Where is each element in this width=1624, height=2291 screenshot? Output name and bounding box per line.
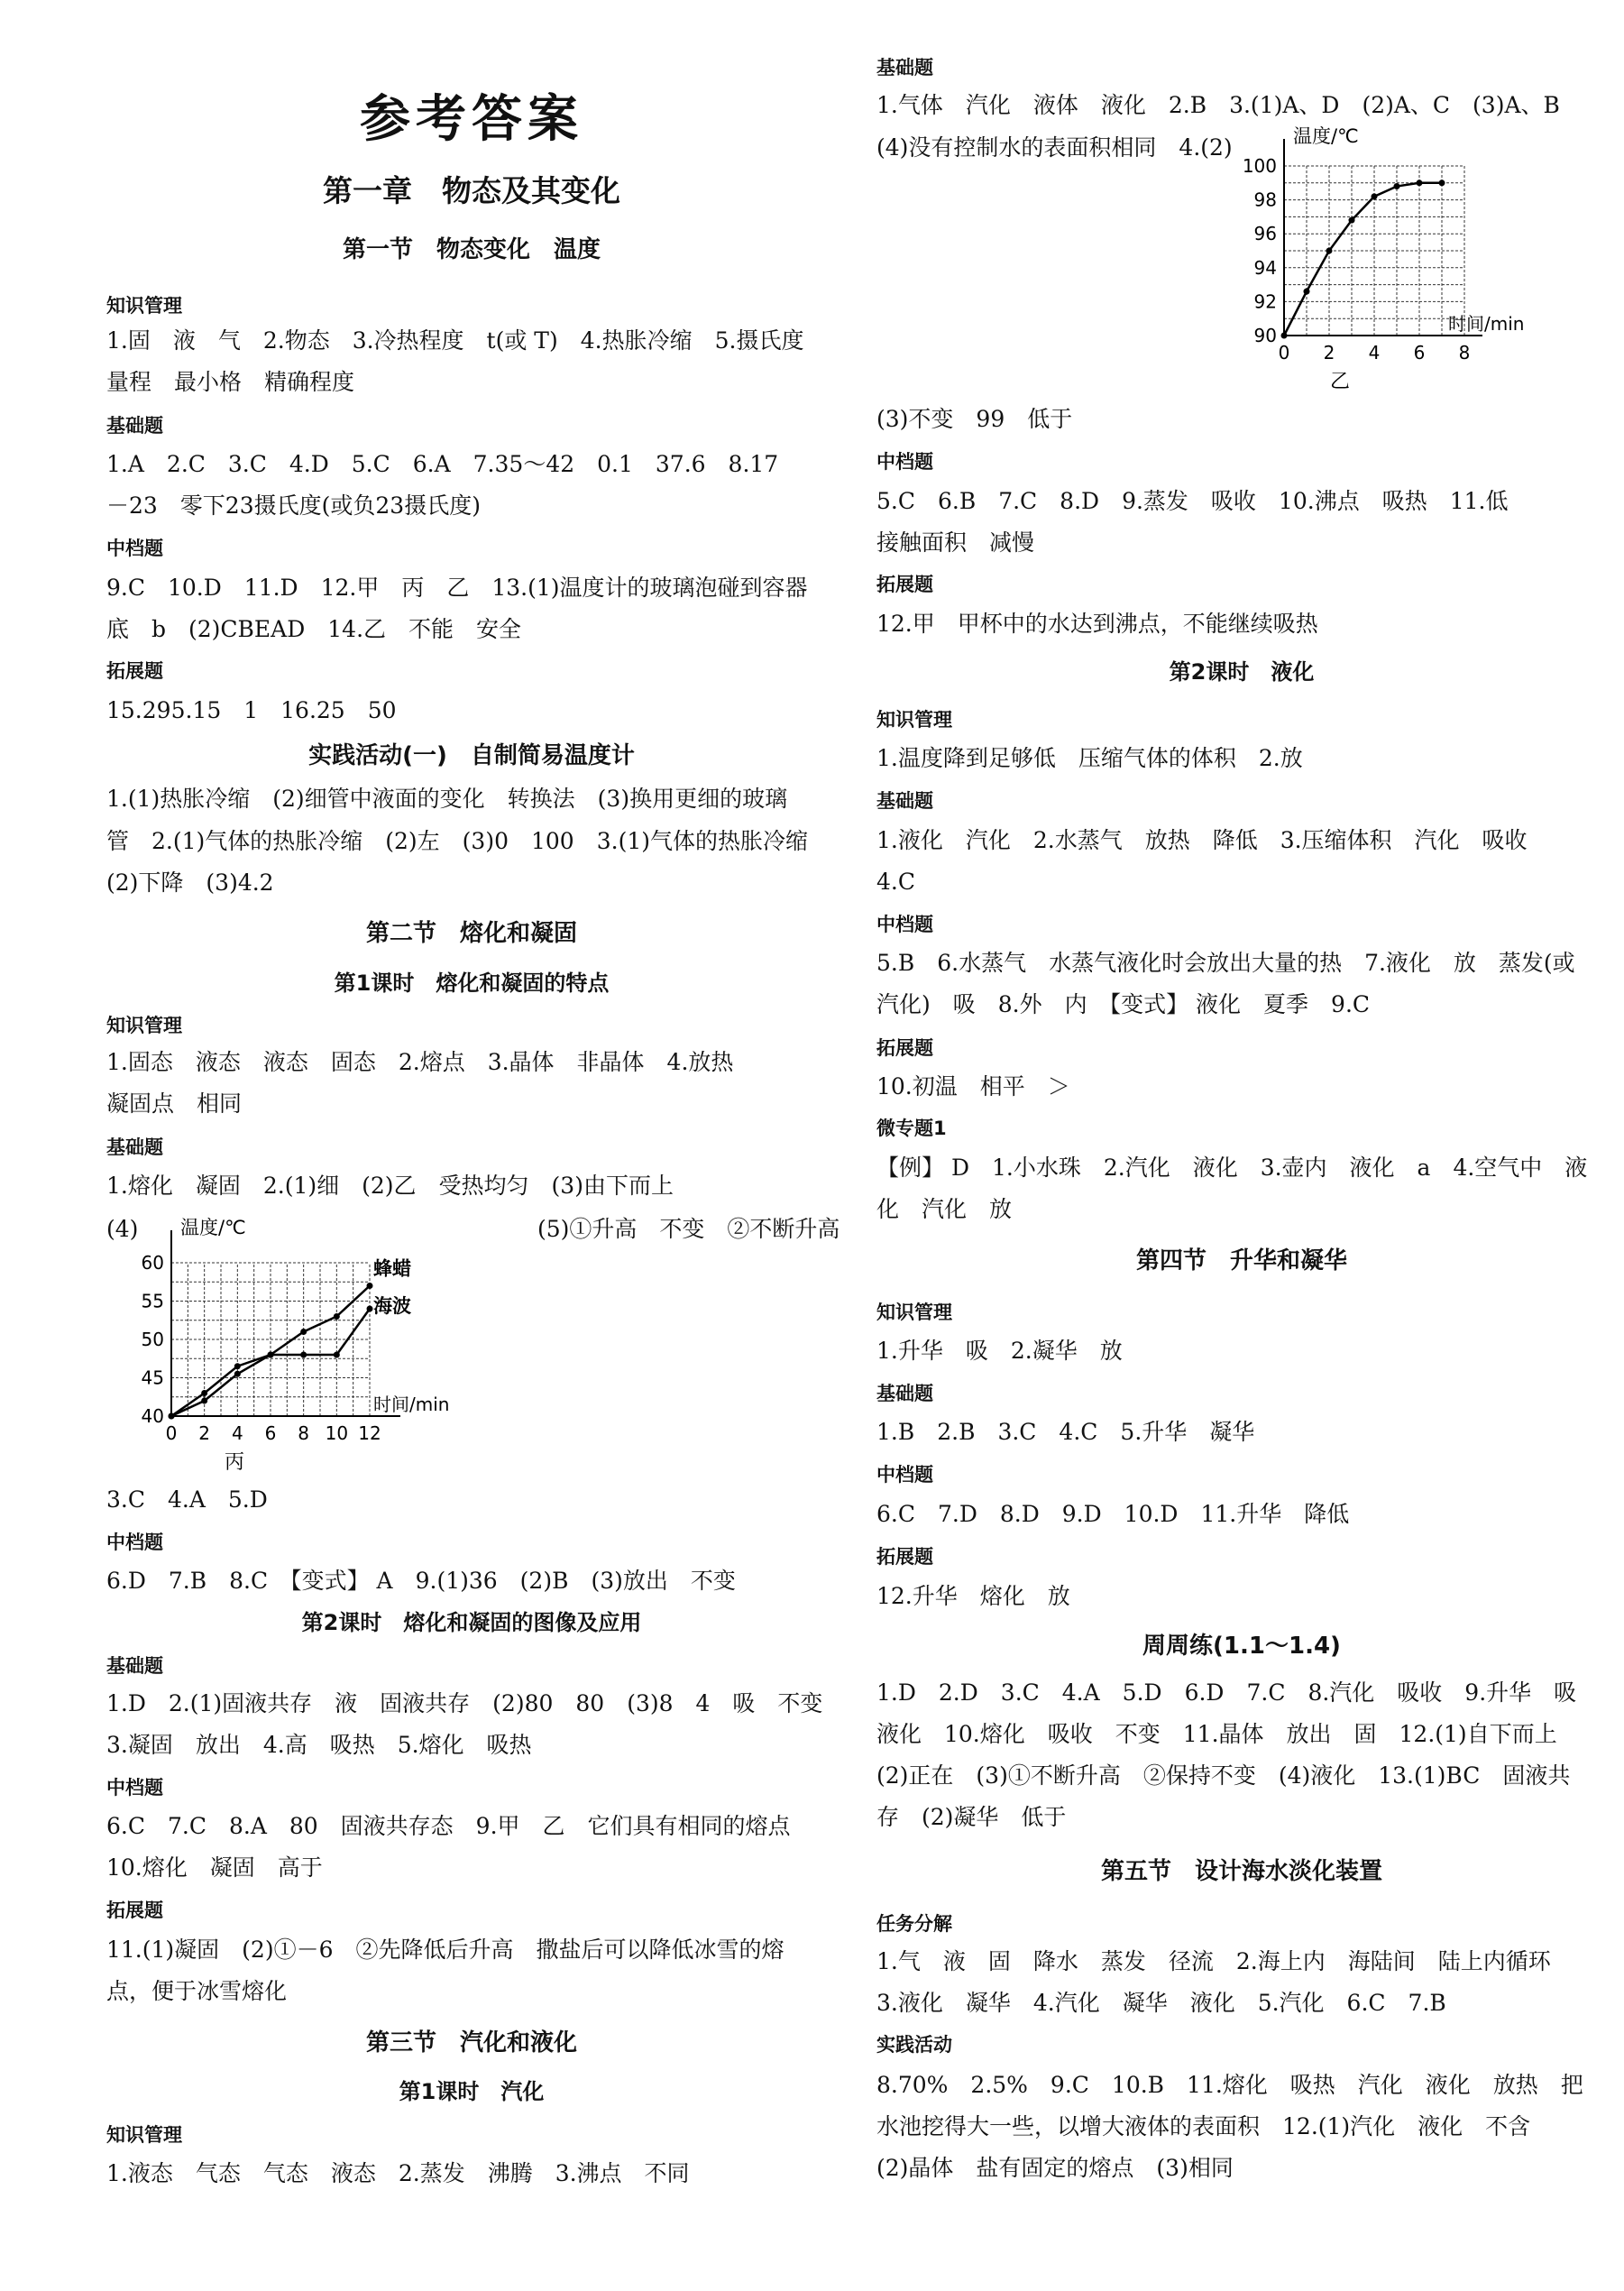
y-axis-label: 温度/℃: [180, 1217, 246, 1238]
data-point: [268, 1352, 274, 1358]
s2-basic-label-2: 基础题: [106, 1655, 163, 1677]
data-point: [300, 1352, 307, 1358]
s4-extension-label: 拓展题: [876, 1546, 933, 1568]
data-point: [1304, 289, 1310, 295]
s2-extension-label: 拓展题: [106, 1900, 163, 1921]
x-tick-label: 8: [298, 1422, 310, 1444]
q4-label: (4): [106, 1216, 139, 1242]
answer-line: 液化 10.熔化 吸收 不变 11.晶体 放出 固 12.(1)自下而上: [876, 1721, 1557, 1747]
series-line: [1284, 183, 1442, 336]
answer-line: 1.固 液 气 2.物态 3.冷热程度 t(或 T) 4.热胀冷缩 5.摄氏度: [106, 327, 804, 354]
s2-medium-label: 中档题: [106, 1532, 163, 1553]
x-tick-label: 4: [1368, 342, 1381, 363]
data-point: [367, 1306, 373, 1312]
x-tick-label: 8: [1458, 342, 1471, 363]
r-knowledge-label: 知识管理: [876, 709, 952, 731]
answer-line: 10.熔化 凝固 高于: [106, 1854, 323, 1881]
y-tick-label: 40: [141, 1405, 164, 1427]
s1-basic-label: 基础题: [106, 415, 163, 437]
weekly-heading: 周周练(1.1～1.4): [1142, 1633, 1341, 1660]
s1-medium-label: 中档题: [106, 538, 163, 559]
answer-line: 1.熔化 凝固 2.(1)细 (2)乙 受热均匀 (3)由下而上: [106, 1173, 674, 1199]
answer-line: 5.C 6.B 7.C 8.D 9.蒸发 吸收 10.沸点 吸热 11.低: [876, 488, 1509, 514]
answer-line: (3)不变 99 低于: [876, 406, 1073, 432]
x-axis-label: 时间/min: [373, 1394, 450, 1415]
answer-line: 3.液化 凝华 4.汽化 凝华 液化 5.汽化 6.C 7.B: [876, 1990, 1446, 2016]
r-extension-label: 拓展题: [876, 574, 933, 595]
answer-line: 6.D 7.B 8.C 【变式】 A 9.(1)36 (2)B (3)放出 不变: [106, 1568, 736, 1594]
y-axis-label: 温度/℃: [1293, 125, 1359, 147]
section5-heading: 第五节 设计海水淡化装置: [1100, 1858, 1382, 1885]
answer-line: 15.295.15 1 16.25 50: [106, 697, 397, 723]
chart-caption: 丙: [224, 1451, 245, 1474]
answer-line: 6.C 7.D 8.D 9.D 10.D 11.升华 降低: [876, 1501, 1350, 1527]
s3-knowledge-label: 知识管理: [106, 2124, 182, 2146]
data-point: [300, 1329, 307, 1335]
y-tick-label: 98: [1253, 189, 1277, 211]
r-medium-label: 中档题: [876, 451, 933, 473]
answer-line: 4.C: [876, 869, 915, 895]
data-point: [1326, 248, 1333, 254]
s3-lesson1-heading: 第1课时 汽化: [399, 2079, 545, 2104]
answer-line: 点，便于冰雪熔化: [106, 1978, 288, 2004]
practice1-heading: 实践活动(一) 自制简易温度计: [308, 742, 635, 769]
s2-basic-label: 基础题: [106, 1136, 163, 1158]
answer-line: 5.B 6.水蒸气 水蒸气液化时会放出大量的热 7.液化 放 蒸发(或: [876, 950, 1575, 976]
s4-basic-label: 基础题: [876, 1383, 933, 1404]
answer-line: 8.70% 2.5% 9.C 10.B 11.熔化 吸热 汽化 液化 放热 把: [876, 2072, 1583, 2098]
y-tick-label: 90: [1253, 325, 1277, 346]
s2-lesson2-heading: 第2课时 熔化和凝固的图像及应用: [301, 1610, 642, 1635]
answer-line: 12.升华 熔化 放: [876, 1583, 1070, 1609]
answer-line: 汽化) 吸 8.外 内 【变式】 液化 夏季 9.C: [876, 991, 1371, 1017]
answer-line: 1.B 2.B 3.C 4.C 5.升华 凝华: [876, 1419, 1255, 1445]
section3-heading: 第三节 汽化和液化: [365, 2029, 577, 2056]
answer-line: (2)晶体 盐有固定的熔点 (3)相同: [876, 2155, 1234, 2181]
answer-line: 6.C 7.C 8.A 80 固液共存态 9.甲 乙 它们具有相同的熔点: [106, 1813, 791, 1839]
answer-line: 1.气 液 固 降水 蒸发 径流 2.海上内 海陆间 陆上内循环: [876, 1948, 1551, 1974]
data-point: [1417, 179, 1423, 186]
answer-line: (5)①升高 不变 ②不断升高: [537, 1216, 840, 1242]
data-point: [1372, 193, 1378, 199]
data-point: [201, 1398, 207, 1404]
answer-line: 12.甲 甲杯中的水达到沸点，不能继续吸热: [876, 611, 1318, 637]
answer-line: 1.气体 汽化 液体 液化 2.B 3.(1)A、D (2)A、C (3)A、B: [876, 92, 1560, 118]
s2-lesson1-heading: 第1课时 熔化和凝固的特点: [334, 971, 610, 996]
y-tick-label: 92: [1253, 290, 1277, 313]
series-label: 蜂蜡: [373, 1257, 411, 1280]
section4-heading: 第四节 升华和凝华: [1135, 1247, 1347, 1274]
answer-line: 3.C 4.A 5.D: [106, 1486, 268, 1513]
micro-topic-label: 微专题1: [876, 1118, 947, 1139]
y-tick-label: 94: [1253, 256, 1277, 279]
y-tick-label: 96: [1253, 223, 1277, 245]
data-point: [1281, 333, 1288, 339]
s2-knowledge-label: 知识管理: [106, 1015, 182, 1036]
s1-extension-label: 拓展题: [106, 660, 163, 682]
s2-medium-label-2: 中档题: [106, 1777, 163, 1799]
x-tick-label: 10: [325, 1422, 349, 1444]
section1-heading: 第一节 物态变化 温度: [342, 236, 601, 263]
answer-line: 1.(1)热胀冷缩 (2)细管中液面的变化 转换法 (3)换用更细的玻璃: [106, 786, 788, 812]
data-point: [334, 1352, 340, 1358]
page-title: 参考答案: [360, 90, 583, 149]
x-axis-label: 时间/min: [1448, 313, 1525, 335]
answer-line: 1.固态 液态 液态 固态 2.熔点 3.晶体 非晶体 4.放热: [106, 1049, 734, 1075]
s1-knowledge-label: 知识管理: [106, 295, 182, 317]
answer-line: 10.初温 相平 ＞: [876, 1073, 1070, 1099]
melting-chart: [106, 1218, 485, 1479]
x-tick-label: 2: [1323, 342, 1335, 363]
r-basic-label-2: 基础题: [876, 790, 933, 812]
data-point: [234, 1363, 241, 1369]
section2-heading: 第二节 熔化和凝固: [365, 920, 577, 947]
y-tick-label: 60: [141, 1252, 164, 1274]
chart-caption: 乙: [1329, 371, 1351, 393]
answer-line: 管 2.(1)气体的热胀冷缩 (2)左 (3)0 100 3.(1)气体的热胀冷缩: [106, 828, 808, 854]
answer-line: 1.液化 汽化 2.水蒸气 放热 降低 3.压缩体积 汽化 吸收: [876, 827, 1528, 853]
s4-medium-label: 中档题: [876, 1464, 933, 1486]
answer-line: 量程 最小格 精确程度: [106, 369, 355, 395]
data-point: [334, 1313, 340, 1320]
answer-line: －23 零下23摄氏度(或负23摄氏度): [106, 492, 481, 519]
answer-line: 3.凝固 放出 4.高 吸热 5.熔化 吸热: [106, 1732, 532, 1758]
data-point: [1349, 217, 1355, 224]
y-tick-label: 55: [141, 1290, 164, 1312]
answer-line: (2)下降 (3)4.2: [106, 869, 274, 896]
s5-practice-label: 实践活动: [876, 2034, 952, 2056]
x-tick-label: 12: [358, 1422, 381, 1444]
answer-line: 存 (2)凝华 低于: [876, 1804, 1067, 1830]
r-extension-label-2: 拓展题: [876, 1037, 933, 1059]
data-point: [1439, 179, 1445, 186]
r-medium-label-2: 中档题: [876, 914, 933, 935]
x-tick-label: 6: [1413, 342, 1426, 363]
data-point: [234, 1371, 241, 1377]
answer-line: 1.温度降到足够低 压缩气体的体积 2.放: [876, 745, 1303, 771]
answer-line: 1.D 2.D 3.C 4.A 5.D 6.D 7.C 8.汽化 吸收 9.升华 吸: [876, 1679, 1577, 1706]
boiling-chart: [1242, 125, 1564, 397]
x-tick-label: 0: [165, 1422, 178, 1444]
data-point: [1394, 183, 1400, 189]
answer-line: (2)正在 (3)①不断升高 ②保持不变 (4)液化 13.(1)BC 固液共: [876, 1762, 1571, 1789]
r-lesson2-heading: 第2课时 液化: [1169, 659, 1315, 685]
s5-task-label: 任务分解: [876, 1913, 952, 1935]
answer-line: 1.升华 吸 2.凝华 放: [876, 1338, 1123, 1364]
x-tick-label: 2: [198, 1422, 211, 1444]
s4-knowledge-label: 知识管理: [876, 1302, 952, 1323]
y-tick-label: 45: [141, 1366, 164, 1389]
chapter-heading: 第一章 物态及其变化: [323, 173, 620, 208]
x-tick-label: 4: [231, 1422, 243, 1444]
answer-line: 化 汽化 放: [876, 1196, 1013, 1222]
answer-line: 1.A 2.C 3.C 4.D 5.C 6.A 7.35～42 0.1 37.6 8.17: [106, 451, 779, 477]
answer-line: 1.D 2.(1)固液共存 液 固液共存 (2)80 80 (3)8 4 吸 不变: [106, 1690, 823, 1716]
r-basic-label: 基础题: [876, 57, 933, 78]
answer-line: 凝固点 相同: [106, 1090, 243, 1117]
answer-line: 11.(1)凝固 (2)①－6 ②先降低后升高 撒盐后可以降低冰雪的熔: [106, 1937, 784, 1963]
data-point: [201, 1390, 207, 1396]
answer-line: 底 b (2)CBEAD 14.乙 不能 安全: [106, 616, 522, 642]
answer-line: 水池挖得大一些，以增大液体的表面积 12.(1)汽化 液化 不含: [876, 2113, 1531, 2139]
answer-line: (4)没有控制水的表面积相同 4.(2): [876, 134, 1233, 161]
x-tick-label: 6: [264, 1422, 277, 1444]
y-tick-label: 50: [141, 1329, 164, 1350]
data-point: [367, 1283, 373, 1289]
x-tick-label: 0: [1278, 342, 1290, 363]
y-tick-label: 100: [1242, 155, 1277, 177]
answer-line: 【例】 D 1.小水珠 2.汽化 液化 3.壶内 液化 a 4.空气中 液: [876, 1155, 1588, 1181]
series-label: 海波: [373, 1295, 411, 1317]
data-point: [169, 1413, 175, 1420]
answer-line: 1.液态 气态 气态 液态 2.蒸发 沸腾 3.沸点 不同: [106, 2160, 690, 2186]
answer-line: 9.C 10.D 11.D 12.甲 丙 乙 13.(1)温度计的玻璃泡碰到容器: [106, 575, 808, 601]
answer-line: 接触面积 减慢: [876, 529, 1035, 556]
